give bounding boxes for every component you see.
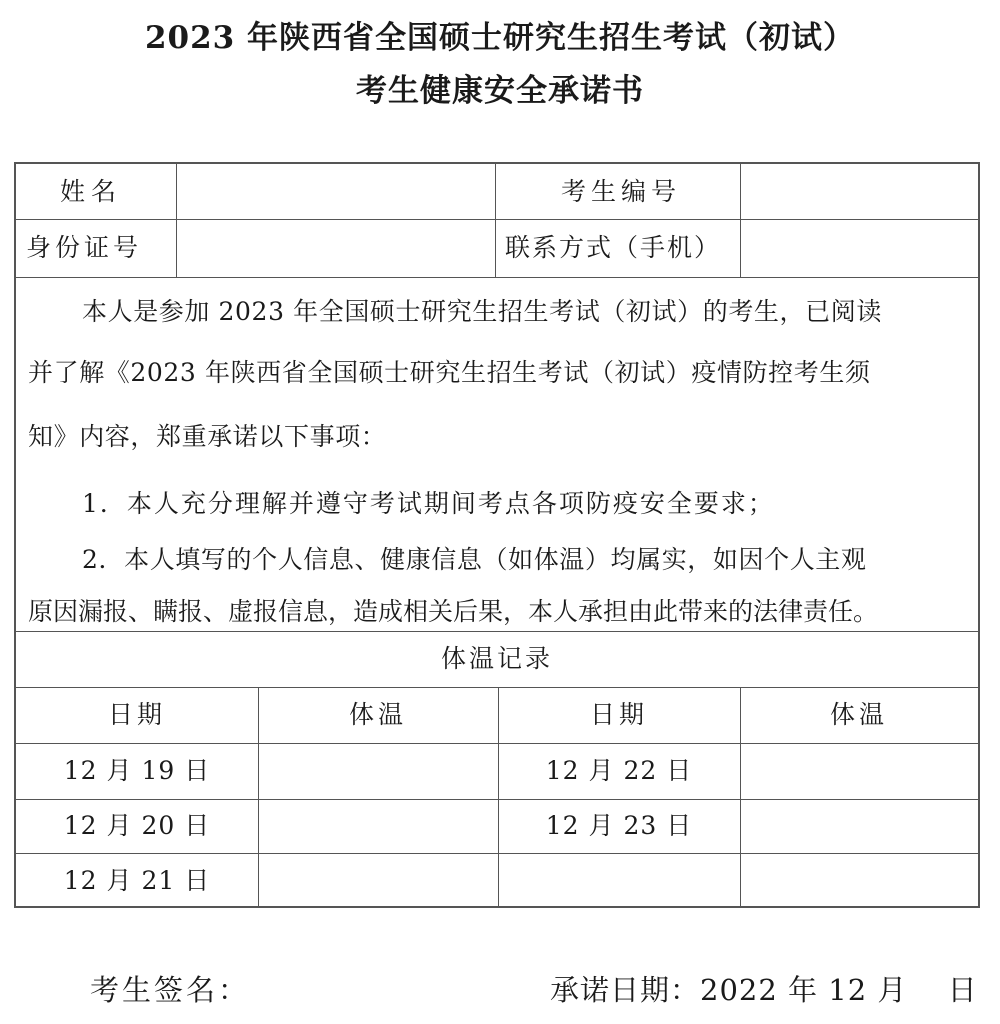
statement-line: 2．本人填写的个人信息、健康信息（如体温）均属实，如因个人主观 — [82, 545, 867, 574]
statement-line: 知》内容，郑重承诺以下事项： — [28, 422, 387, 451]
temperature-cell[interactable] — [258, 868, 498, 896]
temperature-column-header: 体温 — [829, 700, 888, 729]
divider — [176, 164, 177, 277]
date-cell: 12 月 20 日 — [63, 811, 211, 840]
commitment-form — [14, 162, 980, 908]
divider — [16, 743, 978, 744]
divider — [16, 853, 978, 854]
id-number-label: 身份证号 — [26, 233, 143, 262]
document-subtitle: 考生健康安全承诺书 — [356, 73, 644, 109]
temperature-column-header: 体温 — [348, 700, 407, 729]
id-number-field[interactable] — [186, 235, 486, 263]
document-title: 2023 年陕西省全国硕士研究生招生考试（初试） — [144, 20, 856, 56]
statement-line: 1．本人充分理解并遵守考试期间考点各项防疫安全要求； — [82, 489, 775, 518]
phone-field[interactable] — [750, 235, 970, 263]
phone-label: 联系方式（手机） — [505, 233, 722, 262]
statement-line: 原因漏报、瞒报、虚报信息，造成相关后果，本人承担由此带来的法律责任。 — [28, 597, 879, 626]
temperature-section-title: 体温记录 — [440, 644, 553, 673]
name-label: 姓名 — [60, 177, 123, 206]
date-column-header: 日期 — [107, 700, 166, 729]
statement-line: 本人是参加 2023 年全国硕士研究生招生考试（初试）的考生，已阅读 — [82, 297, 882, 326]
divider — [740, 164, 741, 277]
divider — [16, 631, 978, 632]
divider — [16, 687, 978, 688]
divider — [16, 277, 978, 278]
temperature-cell[interactable] — [740, 758, 978, 786]
date-cell: 12 月 23 日 — [545, 811, 693, 840]
signature-label: 考生签名： — [90, 973, 251, 1007]
date-cell: 12 月 21 日 — [63, 866, 211, 895]
statement-line: 并了解《2023 年陕西省全国硕士研究生招生考试（初试）疫情防控考生须 — [28, 358, 871, 387]
exam-id-field[interactable] — [750, 179, 970, 207]
divider — [16, 219, 978, 220]
date-cell: 12 月 22 日 — [545, 756, 693, 785]
date-cell: 12 月 19 日 — [63, 756, 211, 785]
temperature-cell[interactable] — [258, 758, 498, 786]
date-column-header: 日期 — [589, 700, 648, 729]
divider — [16, 799, 978, 800]
temperature-cell[interactable] — [740, 813, 978, 841]
name-field[interactable] — [186, 179, 486, 207]
divider — [495, 164, 496, 277]
exam-id-label: 考生编号 — [561, 177, 682, 206]
temperature-cell[interactable] — [740, 868, 978, 896]
commitment-date-label: 承诺日期：2022 年 12 月 日 — [550, 973, 978, 1007]
temperature-cell[interactable] — [258, 813, 498, 841]
